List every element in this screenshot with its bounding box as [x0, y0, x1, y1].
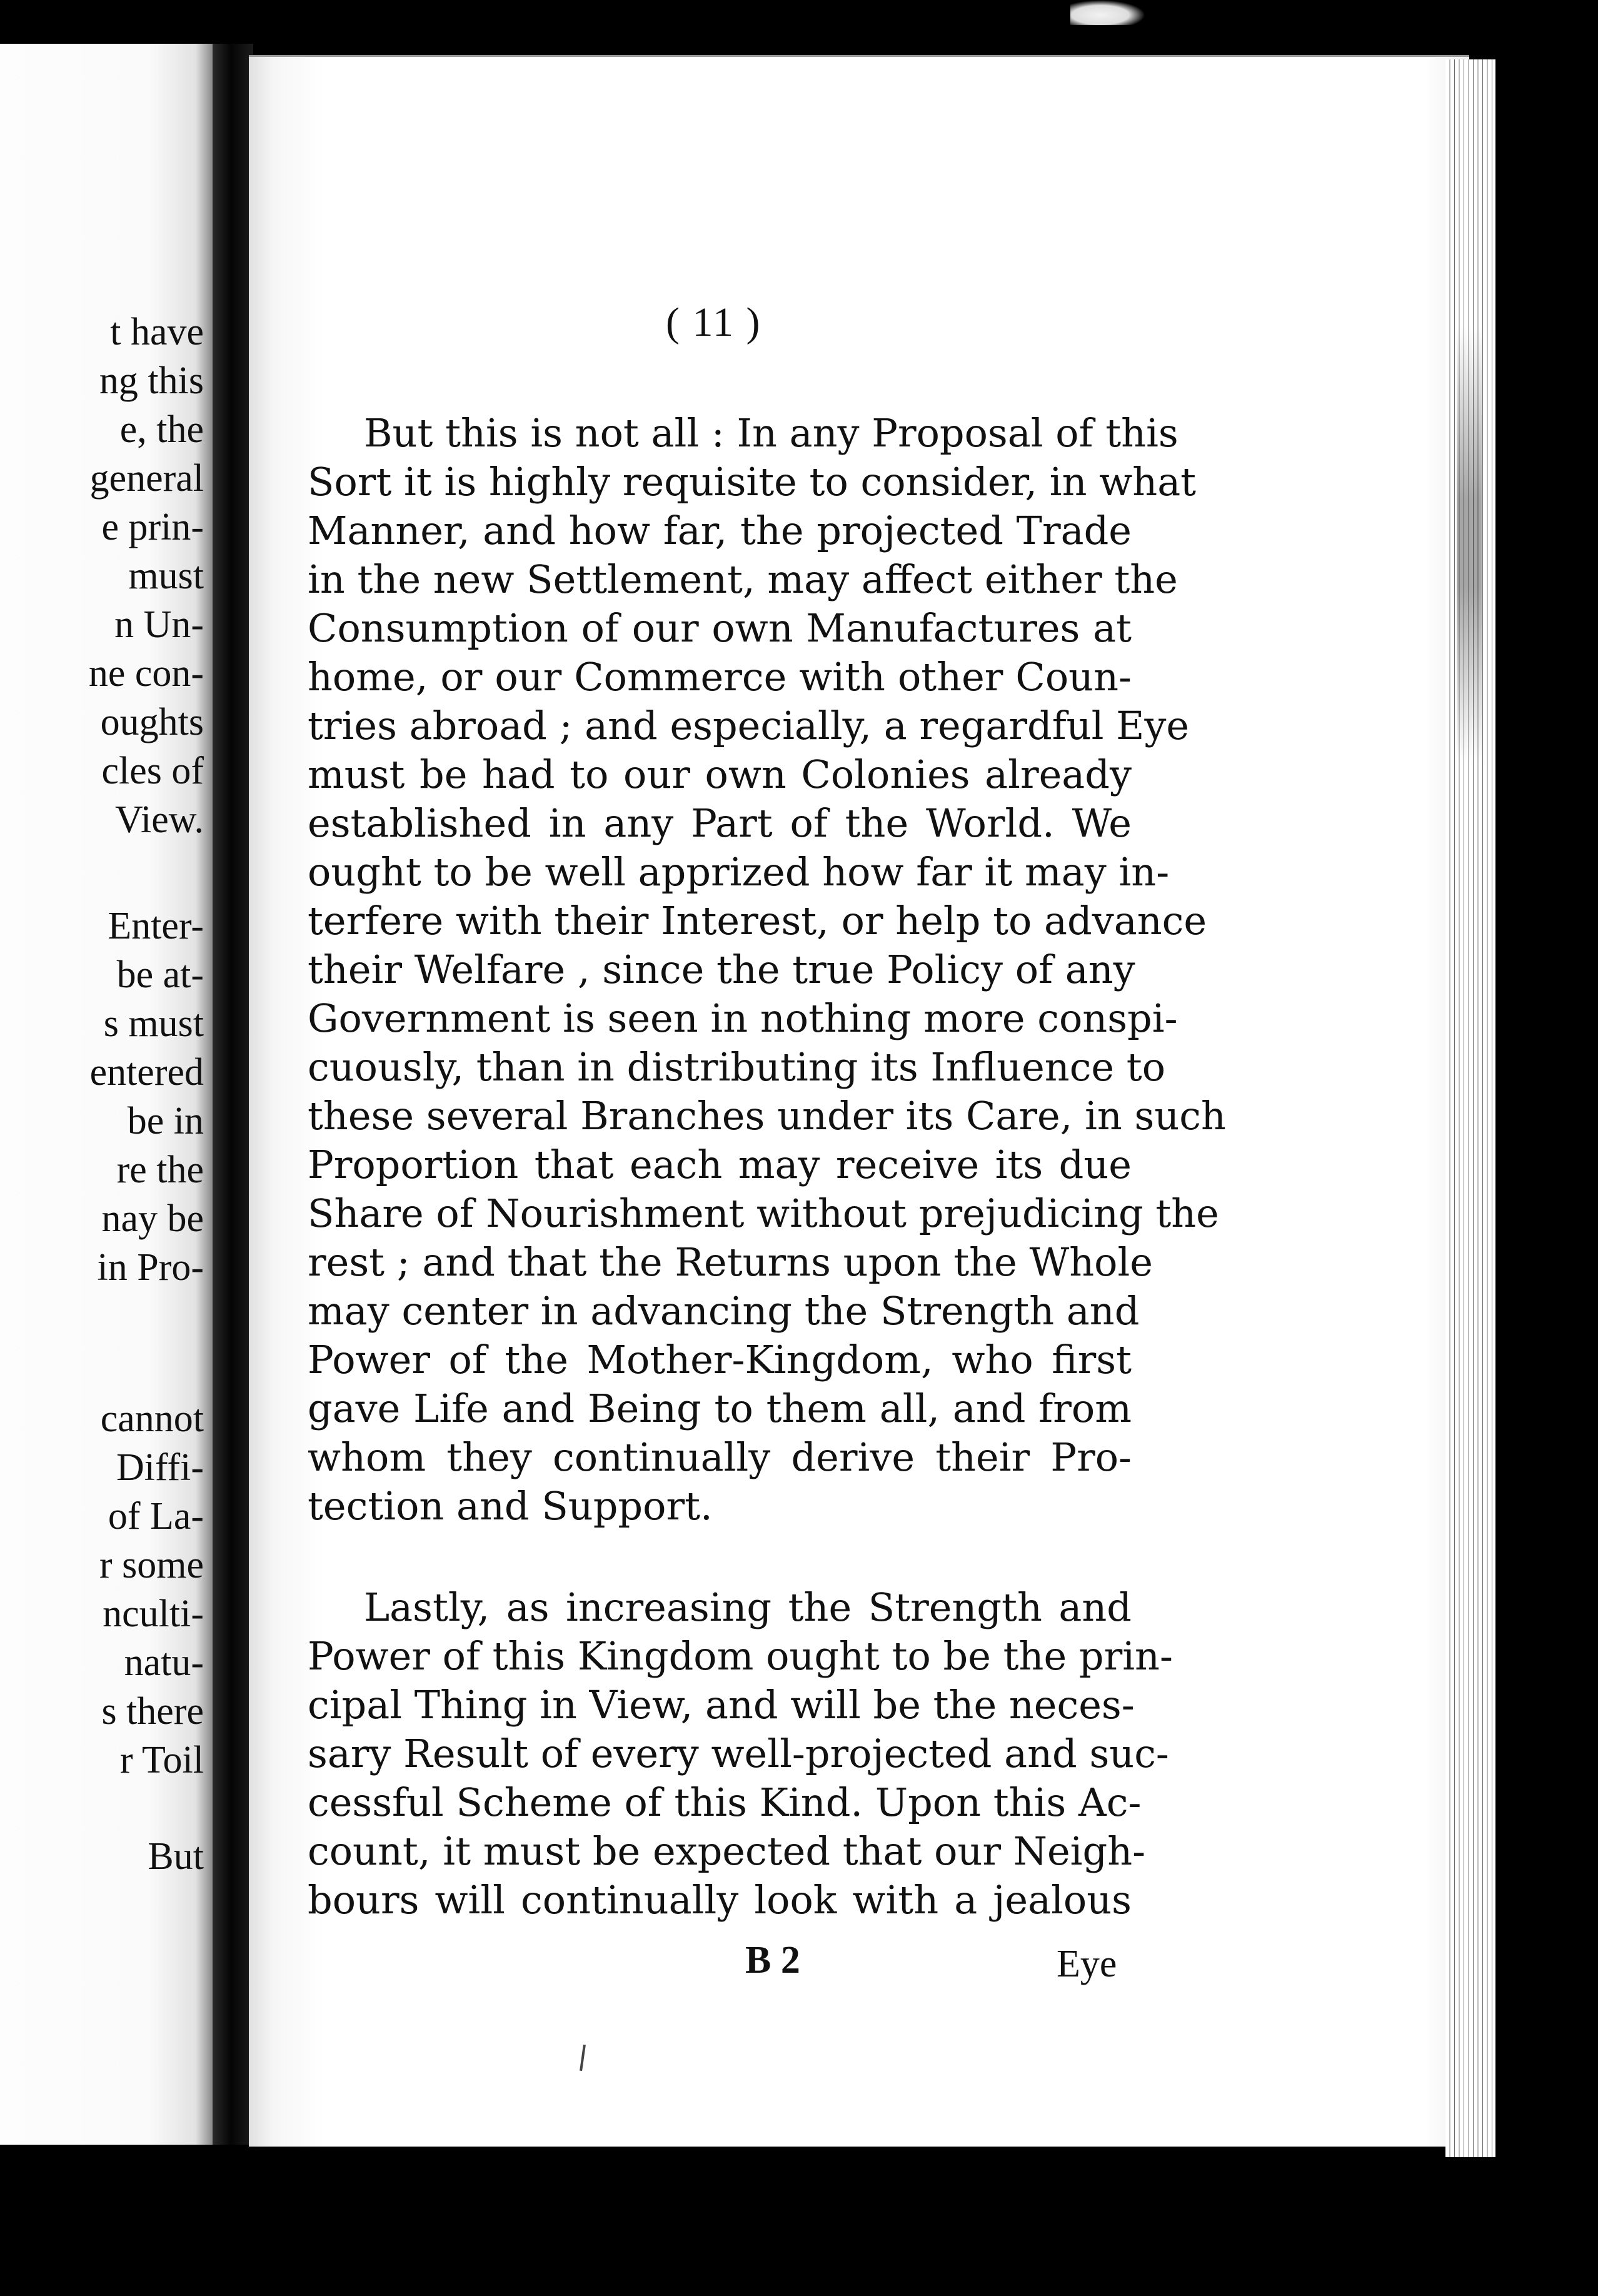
paragraph-1-line: terfere with their Interest, or help to advance [308, 898, 1207, 944]
left-page-line: must [128, 555, 204, 597]
paragraph-1-line: rest ; and that the Returns upon the Whole [308, 1239, 1153, 1285]
paragraph-1-line: Government is seen in nothing more conspi- [308, 995, 1178, 1041]
paragraph-1-line: Consumption of our own Manufactures at [308, 605, 1132, 651]
paragraph-2-line: Lastly, as increasing the Strength and [364, 1584, 1132, 1630]
paragraph-1-line: must be had to our own Colonies already [308, 752, 1132, 797]
left-page-line: of La- [108, 1495, 204, 1538]
left-page-line: ne con- [88, 652, 204, 695]
paragraph-2-line: Power of this Kingdom ought to be the prin- [308, 1633, 1173, 1679]
paragraph-1-line: But this is not all : In any Proposal of this [364, 410, 1178, 456]
left-page-line: be at- [116, 954, 204, 996]
paragraph-2-line: cipal Thing in View, and will be the neces- [308, 1682, 1135, 1728]
left-page-line: entered [89, 1051, 204, 1094]
left-page-line: natu- [124, 1641, 204, 1684]
paragraph-1-line: established in any Part of the World. We [308, 800, 1132, 846]
left-page-line: Diffi- [116, 1446, 204, 1489]
book-gutter [213, 44, 253, 2145]
left-page-line: Enter- [108, 905, 204, 947]
catchword: Eye [1057, 1943, 1117, 1985]
left-page-line: nculti- [103, 1593, 204, 1635]
paragraph-2-line: cessful Scheme of this Kind. Upon this Ac- [308, 1780, 1142, 1825]
paragraph-2-line: sary Result of every well-projected and suc- [308, 1731, 1169, 1776]
left-page-line: general [89, 457, 204, 500]
paragraph-1-line: home, or our Commerce with other Coun- [308, 654, 1132, 700]
paragraph-1-line: these several Branches under its Care, in such [308, 1093, 1226, 1139]
torn-page-corner [1070, 0, 1145, 25]
paragraph-1-line: tection and Support. [308, 1483, 713, 1529]
page-edge-shadow [1457, 325, 1482, 763]
paragraph-1-line: Share of Nourishment without prejudicing the [308, 1191, 1219, 1236]
left-page-line: e prin- [101, 506, 204, 548]
paragraph-1-line: whom they continually derive their Pro- [308, 1434, 1132, 1480]
left-page-line: e, the [119, 408, 204, 451]
paragraph-1-line: in the new Settlement, may affect either the [308, 556, 1178, 602]
left-page-line: nay be [101, 1197, 204, 1240]
left-page-line: t have [110, 311, 204, 353]
paragraph-1-line: Power of the Mother-Kingdom, who first [308, 1337, 1132, 1382]
paragraph-2-line: bours will continually look with a jealous [308, 1877, 1132, 1923]
left-page-line: View. [114, 798, 204, 841]
left-page-line: ng this [99, 360, 204, 402]
paragraph-1-line: cuously, than in distributing its Influence to [308, 1044, 1166, 1090]
left-page-line: oughts [100, 701, 204, 743]
left-page-line: in Pro- [97, 1246, 204, 1289]
paragraph-1-line: their Welfare , since the true Policy of any [308, 947, 1135, 992]
left-page-line: r Toil [119, 1739, 204, 1781]
paragraph-1-line: tries abroad ; and especially, a regardful Eye [308, 703, 1190, 748]
left-page-line: cannot [100, 1397, 204, 1440]
left-page-line: r some [99, 1544, 204, 1586]
signature-mark: B 2 [745, 1939, 800, 1981]
left-page-line: n Un- [114, 603, 204, 646]
left-page-line: be in [127, 1100, 204, 1142]
left-page [0, 44, 213, 2145]
left-page-line: re the [116, 1149, 204, 1191]
paragraph-1-line: may center in advancing the Strength and [308, 1288, 1140, 1334]
page-number: ( 11 ) [666, 300, 761, 345]
paragraph-1-line: Manner, and how far, the projected Trade [308, 508, 1132, 553]
left-page-line: cles of [101, 750, 204, 792]
left-page-line: But [148, 1835, 204, 1878]
paragraph-1-line: gave Life and Being to them all, and from [308, 1386, 1132, 1431]
paragraph-1-line: ought to be well apprized how far it may in- [308, 849, 1170, 895]
paragraph-2-line: count, it must be expected that our Neigh- [308, 1828, 1146, 1874]
left-page-line: s there [101, 1690, 204, 1733]
left-page-line: s must [103, 1002, 204, 1045]
paragraph-1-line: Proportion that each may receive its due [308, 1142, 1132, 1187]
paragraph-1-line: Sort it is highly requisite to consider, in what [308, 459, 1197, 505]
